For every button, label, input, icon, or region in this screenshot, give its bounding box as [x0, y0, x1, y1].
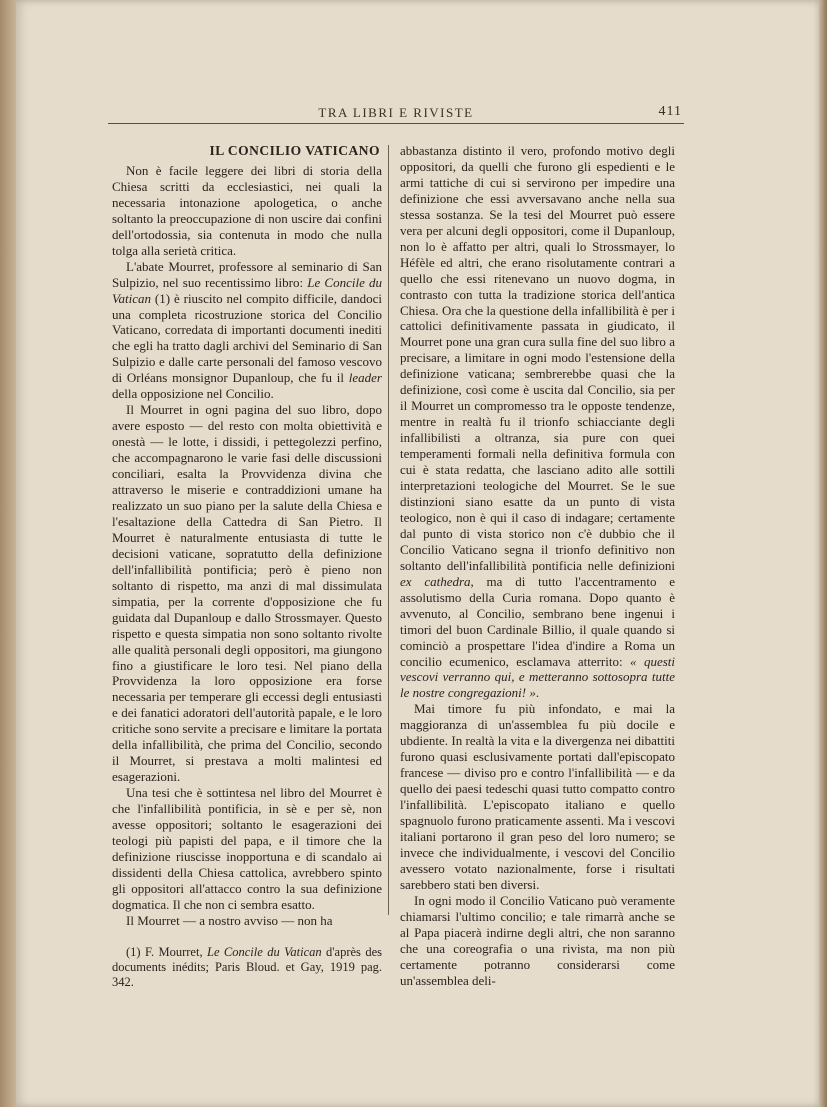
left-column	[112, 143, 382, 990]
quotation: « questi vescovi verranno qui, e metteranno sottosopra tutte le nostre congregazioni! »	[400, 653, 675, 701]
paragraph: Il Mourret — a nostro avviso — non ha	[126, 912, 333, 928]
text-run: della opposizione nel Concilio.	[112, 386, 274, 402]
paragraph	[112, 259, 382, 403]
italic-phrase: ex cathedra	[400, 573, 471, 589]
book-title: Le Concile du Vatican	[112, 274, 382, 306]
text-run: abbastanza distinto il vero, profondo motivo degli oppositori, da quelli che furono gli espedienti e le armi tattiche di cui si servirono per impedire una definizione che essi avversavano anche nella sua stessa sostanza. Se la tesi del Mourret può essere vera per alcuni degli oppositori, come il Dupanloup, non lo è affatto per altri, quali lo Strossmayer, lo Héfèle ed altri, che erano risolutamente contrari a quello che essi ritenevano un nuovo dogma, in contrasto con tutta la tradizione storica dell'antica Chiesa. Ora che la questione della infallibilità è per i cattolici definitivamente passata in giudicato, il Mourret pone una gran cura sulla fine del suo libro a precisare, a limitare in ogni modo l'estensione della definizione vaticana; sembrerebbe quasi che la definizione, così come è uscita dal Concilio, sia per il Mourret un compromesso tra le opposte tendenze, mentre in realtà fu il trionfo schiacciante degli infallibilisti a oltranza, sia pure con quei temperamenti formali nella definitiva formula con cui è stata redatta, che lasciano adito alle sottili interpretazioni teologiche del Mourret. Se le sue distinzioni siano esatte da un punto di vista teologico, non è qui il caso di indagare; certamente dal punto di vista storico non c'è dubbio che il Concilio Vaticano segna il trionfo definitivo non soltanto dell'infallibilità pontificia nelle definizioni	[400, 143, 675, 573]
page-number: 411	[658, 104, 682, 119]
paragraph: Non è facile leggere dei libri di storia della Chiesa scritti da ecclesiastici, nei quali la necessaria intonazione apologetica, o anche soltanto la preoccupazione di non uscire dai confini dell'ortodossia, sia contenuta in modo che nulla tolga alla serietà critica.	[112, 162, 382, 258]
footnote	[112, 945, 382, 990]
text-run: .	[535, 685, 540, 701]
column-divider	[388, 145, 389, 915]
page-header	[108, 103, 684, 124]
text-run: , ma di tutto l'accentramento e assolutismo della Curia romana. Dopo quanto è avvenuto, al Concilio, sembrano bene ingenui i timori del buon Cardinale Billio, il quale quando si cominciò a prospettare l'idea d'indire a Roma un concilio ecumenico, esclamava atterrito:	[400, 573, 675, 669]
text-run: L'abate Mourret, professore al seminario di San Sulpizio, nel suo recentissimo libro:	[112, 258, 382, 290]
paragraph: Mai timore fu più infondato, e mai la maggioranza di un'assemblea fu più docile e ubdiente. In realtà la vita e la divergenza nei dibattiti furono quasi esclusivamente portati dall'episcopato francese — diviso pro e contro l'infallibilità — e da quello dei paesi tedeschi quasi tutto compatto contro l'infallibilità. L'episcopato italiano e quello spagnuolo furono praticamente assenti. Ma i vescovi italiani portarono il gran peso del loro numero; se invece che individualmente, i vescovi del Concilio avessero votato nazionalmente, forse i risultati sarebbero stati ben diversi.	[400, 701, 675, 892]
italic-word: leader	[348, 370, 382, 386]
paragraph	[400, 143, 675, 701]
paragraph: In ogni modo il Concilio Vaticano può veramente chiamarsi l'ultimo concilio; e tale rimarrà anche se al Papa piacerà indirne degli altri, che non saranno che una coreografia o una rivista, ma non più certamente potranno considerarsi come un'assemblea deli-	[400, 892, 675, 988]
running-head: TRA LIBRI E RIVISTE	[318, 105, 474, 120]
paragraph: Il Mourret in ogni pagina del suo libro, dopo avere esposto — del resto con molta obiettività e onestà — le lotte, i dissidi, i pettegolezzi perfino, che accompagnarono le varie fasi delle discussioni conciliari, esalta la Provvidenza divina che attraverso le miserie e contraddizioni umane ha realizzato un suo piano per la salute della Chiesa e l'esaltazione della Cattedra di San Pietro. Il Mourret è naturalmente entusiasta di tutte le decisioni vaticane, sopratutto della definizione dell'infallibilità pontificia; però è pieno non soltanto di rispetto, ma anzi di mal dissimulata simpatia, per la corrente d'opposizione che fu guidata dal Dupanloup e dallo Strossmayer. Questo rispetto e questa simpatia non sono soltanto rivolte alle qualità personali degli oppositori, ma giungono fino a giustificare le loro tesi. Nel piano della Provvidenza la loro opposizione era forse necessaria per temperare gli eccessi degli entusiasti e dei fanatici adoratori dell'autorità papale, e le loro critiche sono servite a precisare e limitare la portata della infallibilità, che prima del Concilio, secondo il Mourret, si prestava a molti malintesi ed esagerazioni.	[112, 402, 382, 785]
footnote-text: d'après des documents inédits; Paris Bloud. et Gay, 1919 pag. 342.	[112, 944, 382, 989]
paragraph: Una tesi che è sottintesa nel libro del Mourret è che l'infallibilità pontificia, in sè e per sè, non avesse oppositori; soltanto le esagerazioni dei teologi più papisti del papa, e il timore che la definizione riuscisse inopportuna e di scandalo ai dissidenti della Chiesa cattolica, avrebbero spinto gli oppositori all'attacco contro la sua definizione dogmatica. Il che non ci sembra esatto.	[112, 785, 382, 912]
footnote-book-title: Le Concile du Vatican	[207, 944, 322, 959]
text-run: (1) è riuscito nel compito difficile, dandoci una completa ricostruzione storica del Concilio Vaticano, corredata di importanti documenti inediti che egli ha tratto dagli archivi del Seminario di San Sulpizio e dalle carte personali del famoso vescovo di Orléans monsignor Dupanloup, che fu il	[112, 290, 382, 386]
page-edge	[819, 0, 827, 1107]
article-title: IL CONCILIO VATICANO	[209, 143, 380, 158]
binding-gutter	[0, 0, 16, 1107]
footnote-text: (1) F. Mourret,	[126, 944, 207, 959]
right-column	[400, 143, 675, 989]
